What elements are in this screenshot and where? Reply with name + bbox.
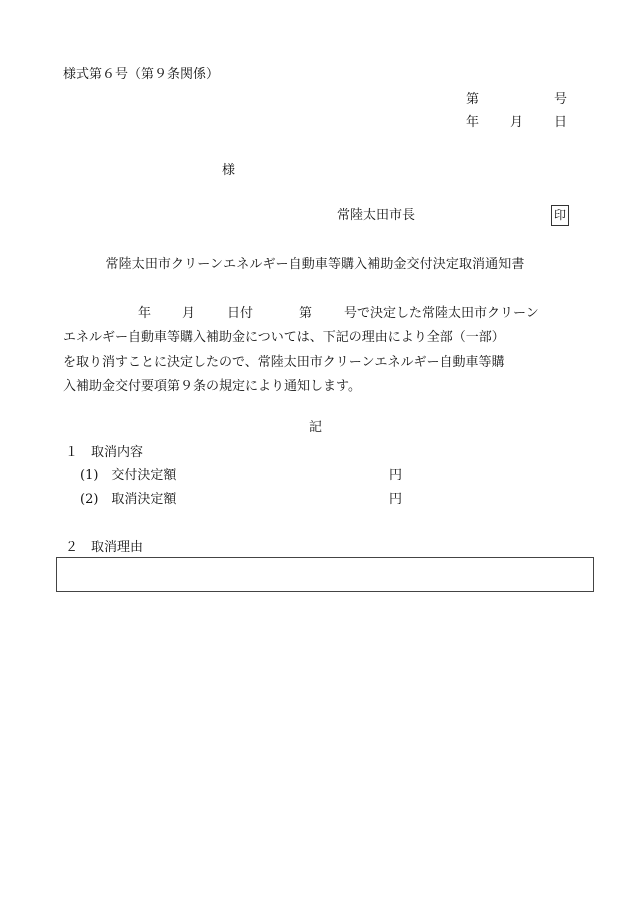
body-line-2: エネルギー自動車等購入補助金については、下記の理由により全部（一部） <box>63 330 505 346</box>
date-month: 月 <box>510 115 524 130</box>
issuer-name: 常陸太田市長 <box>337 208 416 223</box>
grant-decision-amount-label: (1) 交付決定額 <box>80 468 177 483</box>
cancellation-reason-box[interactable] <box>56 557 594 592</box>
body-line-3: を取り消すことに決定したので、常陸太田市クリーンエネルギー自動車等購 <box>63 354 505 370</box>
body-month: 月 <box>182 306 196 321</box>
cancel-decision-amount-unit: 円 <box>389 492 403 507</box>
body-line1-rest: 号で決定した常陸太田市クリーン <box>344 306 539 321</box>
section-1-title: １ 取消内容 <box>65 445 144 460</box>
grant-decision-amount-unit: 円 <box>389 468 403 483</box>
date-year: 年 <box>466 115 480 130</box>
body-line-4: 入補助金交付要項第９条の規定により通知します。 <box>63 378 361 394</box>
document-title: 常陸太田市クリーンエネルギー自動車等購入補助金交付決定取消通知書 <box>105 257 525 272</box>
date-day: 日 <box>554 115 568 130</box>
ki-heading: 記 <box>309 420 323 435</box>
body-paragraph <box>63 302 583 399</box>
addressee-suffix: 様 <box>222 163 236 178</box>
body-number-prefix: 第 <box>299 306 313 321</box>
cancel-decision-amount-label: (2) 取消決定額 <box>80 492 177 507</box>
form-number: 様式第６号（第９条関係） <box>63 67 220 82</box>
section-2-title: ２ 取消理由 <box>65 540 144 555</box>
body-year: 年 <box>138 306 152 321</box>
body-line-1 <box>63 302 583 326</box>
doc-number-suffix: 号 <box>554 92 568 107</box>
seal-mark: 印 <box>551 205 569 226</box>
body-day-dated: 日付 <box>227 306 254 321</box>
doc-number-prefix: 第 <box>466 92 480 107</box>
